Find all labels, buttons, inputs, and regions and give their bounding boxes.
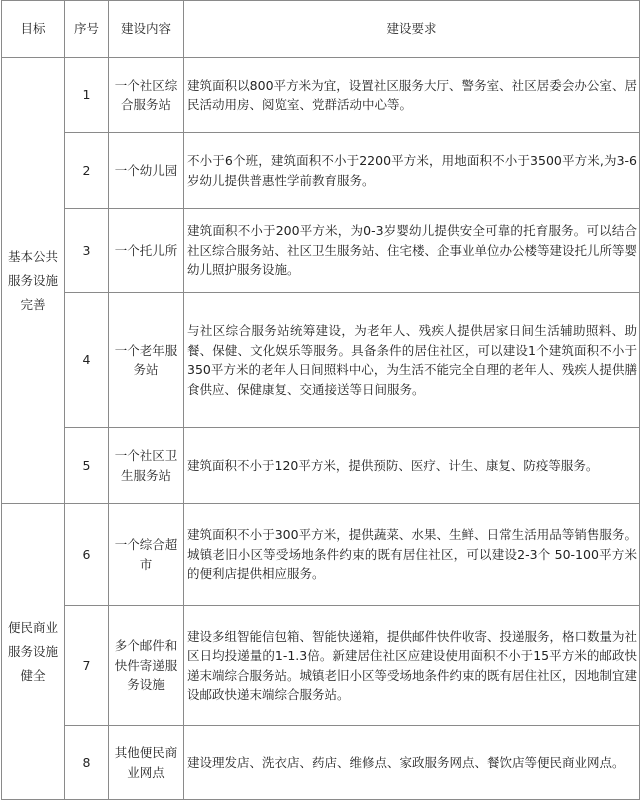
header-row: [2, 1, 640, 58]
requirement-text: 建设多组智能信包箱、智能快递箱，提供邮件快件收寄、投递服务，格口数量为社区日均投递量的1-1.3倍。新建居住社区应建设使用面积不小于15平方米的邮政快递末端综合服务站。城镇老旧小区等受场地条件约束的既有居住社区，因地制宜建设邮政快递末端综合服务站。: [184, 606, 640, 726]
construction-item: 一个老年服务站: [109, 293, 184, 428]
table-row: [2, 428, 640, 504]
requirement-text: 建设理发店、洗衣店、药店、维修点、家政服务网点、餐饮店等便民商业网点。: [184, 726, 640, 800]
row-number: 5: [65, 428, 109, 504]
table-row: [2, 504, 640, 606]
table-row: [2, 133, 640, 209]
table-row: [2, 209, 640, 293]
row-number: 2: [65, 133, 109, 209]
construction-item: 一个社区综合服务站: [109, 58, 184, 133]
row-number: 1: [65, 58, 109, 133]
construction-item: 一个社区卫生服务站: [109, 428, 184, 504]
construction-item: 其他便民商业网点: [109, 726, 184, 800]
requirement-text: 建筑面积不小于300平方米，提供蔬菜、水果、生鲜、日常生活用品等销售服务。城镇老旧小区等受场地条件约束的既有居住社区，可以建设2-3个 50-100平方米的便利店提供相应服务。: [184, 504, 640, 606]
requirement-text: 建筑面积不小于200平方米，为0-3岁婴幼儿提供安全可靠的托育服务。可以结合社区综合服务站、社区卫生服务站、住宅楼、企事业单位办公楼等建设托儿所等婴幼儿照护服务设施。: [184, 209, 640, 293]
row-number: 7: [65, 606, 109, 726]
construction-item: 一个托儿所: [109, 209, 184, 293]
row-number: 3: [65, 209, 109, 293]
requirements-table: [1, 0, 640, 800]
header-content: 建设内容: [109, 1, 184, 58]
goal-cell: 便民商业服务设施健全: [2, 504, 65, 800]
row-number: 4: [65, 293, 109, 428]
requirement-text: 不小于6个班，建筑面积不小于2200平方米，用地面积不小于3500平方米,为3-6岁幼儿提供普惠性学前教育服务。: [184, 133, 640, 209]
table-row: [2, 726, 640, 800]
requirement-text: 与社区综合服务站统筹建设，为老年人、残疾人提供居家日间生活辅助照料、助餐、保健、文化娱乐等服务。具备条件的居住社区，可以建设1个建筑面积不小于350平方米的老年人日间照料中心，为生活不能完全自理的老年人、残疾人提供膳食供应、保健康复、交通接送等日间服务。: [184, 293, 640, 428]
construction-item: 一个幼儿园: [109, 133, 184, 209]
header-number: 序号: [65, 1, 109, 58]
construction-item: 多个邮件和快件寄递服务设施: [109, 606, 184, 726]
header-requirements: 建设要求: [184, 1, 640, 58]
table-row: [2, 293, 640, 428]
requirement-text: 建筑面积以800平方米为宜，设置社区服务大厅、警务室、社区居委会办公室、居民活动用房、阅览室、党群活动中心等。: [184, 58, 640, 133]
row-number: 6: [65, 504, 109, 606]
table-row: [2, 58, 640, 133]
goal-cell: 基本公共服务设施完善: [2, 58, 65, 504]
table-row: [2, 606, 640, 726]
row-number: 8: [65, 726, 109, 800]
header-goal: 目标: [2, 1, 65, 58]
construction-item: 一个综合超市: [109, 504, 184, 606]
requirement-text: 建筑面积不小于120平方米，提供预防、医疗、计生、康复、防疫等服务。: [184, 428, 640, 504]
